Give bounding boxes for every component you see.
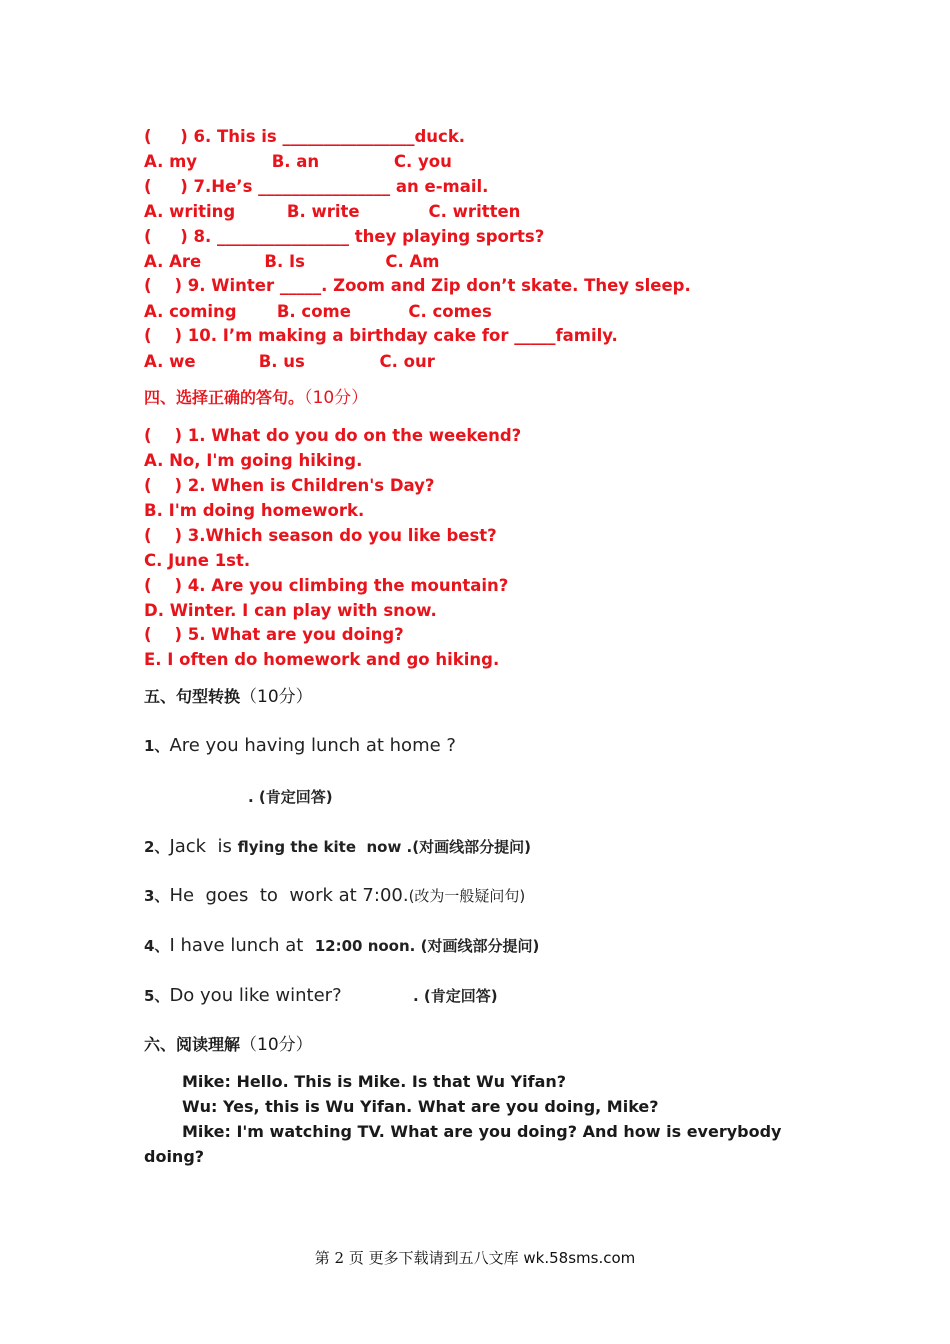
dialogue-line: Wu: Yes, this is Wu Yifan. What are you doing, Mike? — [182, 1097, 659, 1116]
question-9: ( ) 9. Winter _____. Zoom and Zip don’t skate. They sleep. — [144, 276, 691, 295]
options-8: A. Are B. Is C. Am — [144, 252, 440, 271]
match-line: E. I often do homework and go hiking. — [144, 650, 500, 669]
q3-text: He goes to work at 7:00. — [169, 885, 409, 906]
match-line: B. I'm doing homework. — [144, 501, 365, 520]
q2-instruction: flying the kite now .(对画线部分提问) — [237, 838, 531, 856]
section-4-heading — [144, 390, 368, 407]
footer-site-link[interactable]: wk.58sms.com — [523, 1249, 636, 1267]
section-4-points: （10分） — [304, 388, 369, 408]
footer-text: 更多下载请到五八文库 — [363, 1249, 524, 1267]
section-4-title: 四、选择正确的答句。 — [144, 388, 305, 407]
page-number: 第 2 页 — [314, 1249, 364, 1267]
question-10: ( ) 10. I’m making a birthday cake for _____family. — [144, 326, 618, 345]
transform-q5 — [144, 987, 342, 1005]
transform-q1 — [144, 737, 456, 755]
question-6: ( ) 6. This is ________________duck. — [144, 127, 466, 146]
match-line: A. No, I'm going hiking. — [144, 451, 363, 470]
q1-answer-hint: . (肯定回答) — [248, 788, 333, 806]
options-9: A. coming B. come C. comes — [144, 302, 492, 321]
q2-text: Jack is — [169, 836, 238, 857]
section-5-heading — [144, 689, 313, 706]
match-line: D. Winter. I can play with snow. — [144, 601, 437, 620]
dialogue-line: Mike: Hello. This is Mike. Is that Wu Yifan? — [182, 1072, 567, 1091]
match-line: ( ) 1. What do you do on the weekend? — [144, 426, 522, 445]
options-10: A. we B. us C. our — [144, 352, 435, 371]
section-6-title: 六、阅读理解 — [144, 1035, 241, 1054]
match-line: C. June 1st. — [144, 551, 251, 570]
q3-number: 3、 — [144, 887, 170, 905]
dialogue-line: Mike: I'm watching TV. What are you doing? And how is everybody — [182, 1122, 782, 1141]
q5-answer-hint: . (肯定回答) — [413, 987, 498, 1005]
q4-instruction: 12:00 noon. (对画线部分提问) — [314, 937, 540, 955]
match-line: ( ) 3.Which season do you like best? — [144, 526, 497, 545]
section-5-title: 五、句型转换 — [144, 687, 241, 706]
transform-q3 — [144, 887, 525, 905]
section-6-points: （10分） — [240, 1035, 313, 1055]
q5-number: 5、 — [144, 987, 170, 1005]
dialogue-line-wrap: doing? — [144, 1147, 205, 1166]
transform-q4 — [144, 937, 539, 955]
q1-number: 1、 — [144, 737, 170, 755]
page-footer — [0, 1247, 950, 1268]
q5-text: Do you like winter? — [169, 985, 342, 1006]
section-6-heading — [144, 1037, 313, 1054]
q1-text: Are you having lunch at home ? — [169, 735, 456, 756]
q4-number: 4、 — [144, 937, 170, 955]
section-5-points: （10分） — [240, 687, 313, 707]
q4-text: I have lunch at — [169, 935, 315, 956]
match-line: ( ) 4. Are you climbing the mountain? — [144, 576, 509, 595]
options-7: A. writing B. write C. written — [144, 202, 521, 221]
q2-number: 2、 — [144, 838, 170, 856]
question-8: ( ) 8. ________________ they playing sports? — [144, 227, 545, 246]
options-6: A. my B. an C. you — [144, 152, 452, 171]
match-line: ( ) 5. What are you doing? — [144, 625, 404, 644]
transform-q2 — [144, 838, 531, 856]
q3-instruction: (改为一般疑问句) — [408, 887, 526, 905]
match-line: ( ) 2. When is Children's Day? — [144, 476, 435, 495]
question-7: ( ) 7.He’s ________________ an e-mail. — [144, 177, 489, 196]
